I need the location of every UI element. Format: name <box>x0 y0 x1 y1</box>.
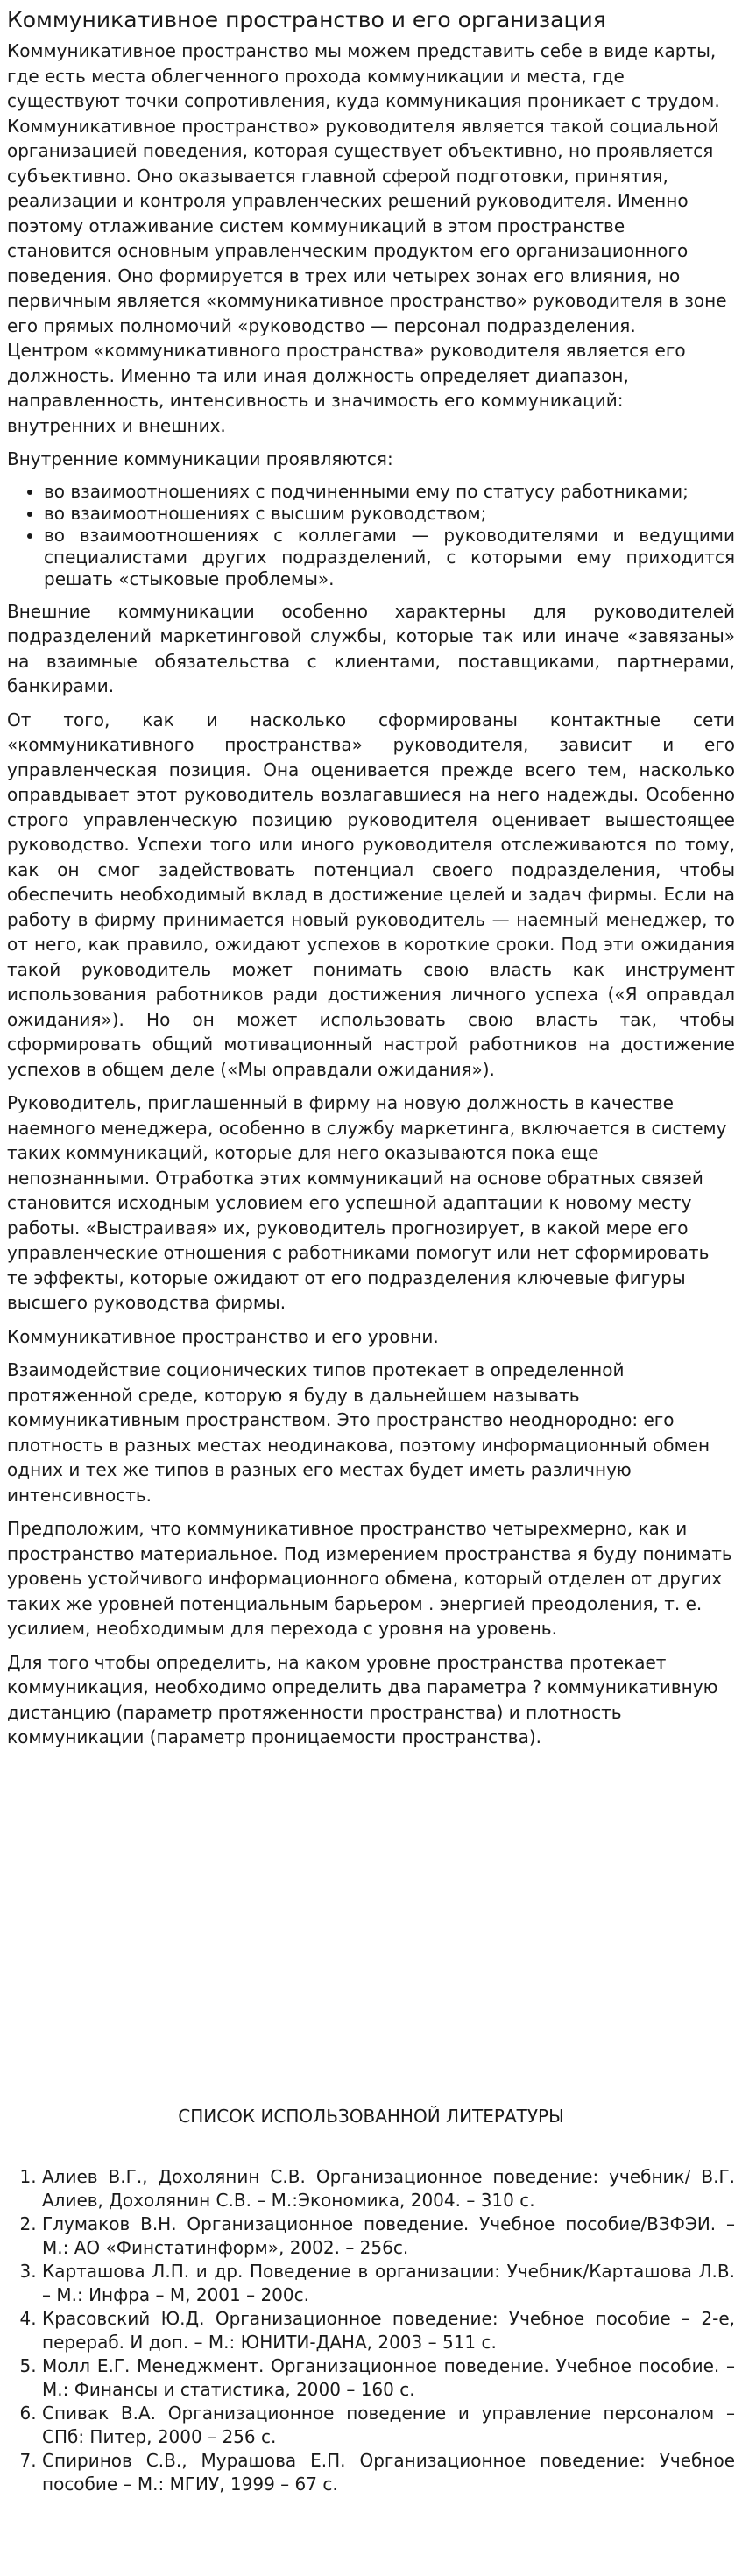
reference-item: 7. Спиринов С.В., Мурашова Е.П. Организационное поведение: Учебное пособие – М.: МГИУ, 1999 – 67 с. <box>42 2449 735 2496</box>
suppose-paragraph: Предположим, что коммуникативное пространство четырехмерно, как и пространство материальное. Под измерением пространства я буду понимать уровень устойчивого информационного обмена, который отделен от других таких же уровней потенциальным барьером . энергией преодоления, т. е. усилием, необходимым для перехода с уровня на уровень. <box>7 1518 732 1639</box>
reference-item: 3. Карташова Л.П. и др. Поведение в организации: Учебник/Карташова Л.В. – М.: Инфра – М, 2001 – 200с. <box>42 2260 735 2307</box>
levels-paragraph: Взаимодействие соционических типов протекает в определенной протяженной среде, которую я буду в дальнейшем называть коммуникативным пространством. Это пространство неоднородно: его плотность в разных местах неодинакова, поэтому информационный обмен одних и тех же типов в разных его местах будет иметь различную интенсивность. <box>7 1359 710 1506</box>
intro-part-b: Центром «коммуникативного пространства» руководителя является его должность. Именно та или иная должность определяет диапазон, направленность, интенсивность и значимость его коммуникаций: внутренних и внешних. <box>7 340 686 436</box>
reference-item: 4. Красовский Ю.Д. Организационное поведение: Учебное пособие – 2-е, перераб. И доп. – М.: ЮНИТИ-ДАНА, 2003 – 511 с. <box>42 2307 735 2354</box>
internal-heading: Внутренние коммуникации проявляются: <box>7 448 393 469</box>
references-list <box>7 2165 735 2496</box>
contacts-paragraph: От того, как и насколько сформированы контактные сети «коммуникативного пространства» руководителя, зависит и его управленческая позиция. Она оценивается прежде всего тем, насколько оправдывает этот руководитель возлагавшиеся на него надежды. Особенно строго управленческую позицию руководителя оценивает вышестоящее руководство. Успехи того или иного руководителя отслеживаются по тому, как он смог задействовать потенциал своего подразделения, чтобы обеспечить необходимый вклад в достижение целей и задач фирмы. Если на работу в фирму принимается новый руководитель — наемный менеджер, то от него, как правило, ожидают успехов в короткие сроки. Под эти ожидания такой руководитель может понимать свою власть как инструмент использования работников ради достижения личного успеха («Я оправдал ожидания»). Но он может использовать свою власть так, чтобы сформировать общий мотивационный настрой работников на достижение успехов в общем деле («Мы оправдали ожидания»). <box>7 709 735 1080</box>
intro-part-a: Коммуникативное пространство мы можем представить себе в виде карты, где есть места облегченного прохода коммуникации и места, где существуют точки сопротивления, куда коммуникация проникает с трудом. Коммуникативное пространство» руководителя является такой социальной организацией поведения, которая существует объективно, но проявляется субъективно. Оно оказывается главной сферой подготовки, принятия, реализации и контроля управленческих решений руководителя. Именно поэтому отлаживание систем коммуникаций в этом пространстве становится основным управленческим продуктом его организационного поведения. Оно формируется в трех или четырех зонах его влияния, но первичным является «коммуникативное пространство» руководителя в зоне его прямых полномочий «руководство — персонал подразделения. <box>7 40 727 336</box>
reference-item: 6. Спивак В.А. Организационное поведение и управление персоналом – СПб: Питер, 2000 – 256 с. <box>42 2402 735 2449</box>
list-item: • во взаимоотношениях с коллегами — руководителями и ведущими специалистами других подразделений, с которыми ему приходится решать «стыковые проблемы». <box>44 525 735 590</box>
invited-paragraph: Руководитель, приглашенный в фирму на новую должность в качестве наемного менеджера, особенно в службу маркетинга, включается в систему таких коммуникаций, которые для него оказываются пока еще непознанными. Отработка этих коммуникаций на основе обратных связей становится исходным условием его успешной адаптации к новому месту работы. «Выстраивая» их, руководитель прогнозирует, в какой мере его управленческие отношения с работниками помогут или нет сформировать те эффекты, которые ожидают от его подразделения ключевые фигуры высшего руководства фирмы. <box>7 1092 727 1313</box>
external-paragraph: Внешние коммуникации особенно характерны для руководителей подразделений маркетинговой службы, которые так или иначе «завязаны» на взаимные обязательства с клиентами, поставщиками, партнерами, банкирами. <box>7 600 735 696</box>
references-section <box>7 2104 735 2496</box>
list-item: • во взаимоотношениях с подчиненными ему по статусу работниками; <box>44 481 735 503</box>
reference-item: 1. Алиев В.Г., Дохолянин С.В. Организационное поведение: учебник/ В.Г. Алиев, Дохолянин С.В. – М.:Экономика, 2004. – 310 с. <box>42 2165 735 2213</box>
define-paragraph: Для того чтобы определить, на каком уровне пространства протекает коммуникация, необходимо определить два параметра ? коммуникативную дистанцию (параметр протяженности пространства) и плотность коммуникации (параметр проницаемости пространства). <box>7 1651 718 1747</box>
internal-list <box>7 481 735 590</box>
document-body <box>7 0 735 1759</box>
levels-heading: Коммуникативное пространство и его уровни. <box>7 1325 439 1347</box>
list-item: • во взаимоотношениях с высшим руководством; <box>44 503 735 525</box>
intro-paragraph <box>7 39 735 438</box>
references-title: СПИСОК ИСПОЛЬЗОВАННОЙ ЛИТЕРАТУРЫ <box>178 2106 564 2127</box>
page-title: Коммуникативное пространство и его организация <box>7 7 606 32</box>
reference-item: 2. Глумаков В.Н. Организационное поведение. Учебное пособие/ВЗФЭИ. – М.: АО «Финстатинформ», 2002. – 256с. <box>42 2213 735 2260</box>
reference-item: 5. Молл Е.Г. Менеджмент. Организационное поведение. Учебное пособие. – М.: Финансы и статистика, 2000 – 160 с. <box>42 2354 735 2402</box>
